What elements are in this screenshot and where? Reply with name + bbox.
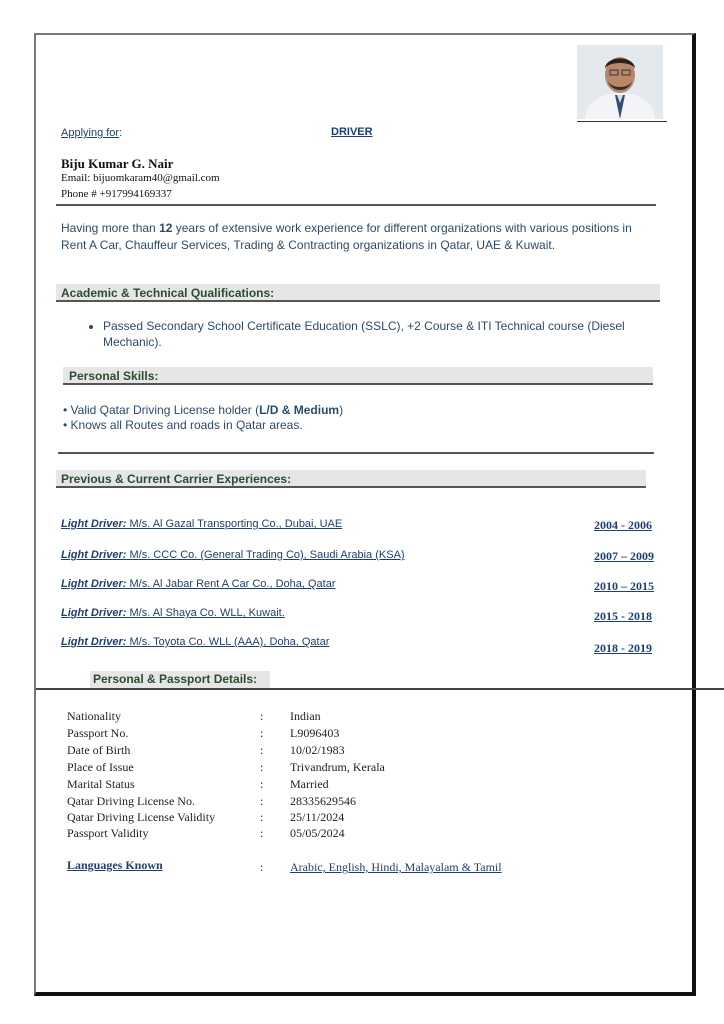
languages-label: Languages Known bbox=[67, 858, 163, 872]
email-line: Email: bijuomkaram40@gmail.com bbox=[61, 172, 220, 184]
experience-years: 2004 - 2006 bbox=[594, 518, 652, 532]
personal-heading: Personal & Passport Details: bbox=[90, 671, 270, 688]
skill-item: • Knows all Routes and roads in Qatar areas. bbox=[63, 418, 303, 432]
experience-entry bbox=[61, 607, 285, 619]
contact-divider bbox=[56, 204, 656, 206]
experience-entry bbox=[61, 578, 336, 590]
detail-label: Place of Issue bbox=[67, 760, 134, 774]
experience-years: 2015 - 2018 bbox=[594, 609, 652, 623]
detail-value: L9096403 bbox=[290, 726, 340, 740]
detail-colon: : bbox=[260, 777, 264, 791]
experience-entry bbox=[61, 636, 329, 648]
detail-label: Qatar Driving License Validity bbox=[67, 810, 216, 824]
role-label: Light Driver: bbox=[61, 549, 127, 561]
skill-item: • Valid Qatar Driving License holder (L/D & Medium) bbox=[63, 403, 344, 417]
detail-colon: : bbox=[260, 826, 264, 840]
detail-value: Married bbox=[290, 777, 329, 791]
profile-summary bbox=[61, 220, 651, 254]
detail-value: 10/02/1983 bbox=[290, 743, 345, 757]
applying-for bbox=[61, 127, 122, 139]
detail-label: Passport No. bbox=[67, 726, 129, 740]
company-name: M/s. Al Shaya Co. WLL, Kuwait. bbox=[129, 607, 285, 619]
detail-label: Nationality bbox=[67, 709, 121, 723]
detail-value: 28335629546 bbox=[290, 794, 356, 808]
role-label: Light Driver: bbox=[61, 578, 127, 590]
candidate-name: Biju Kumar G. Nair bbox=[61, 156, 174, 171]
role-label: Light Driver: bbox=[61, 607, 127, 619]
position-title: DRIVER bbox=[331, 126, 373, 138]
phone-line: Phone # +917994169337 bbox=[61, 188, 172, 200]
detail-colon: : bbox=[260, 743, 264, 757]
academic-heading: Academic & Technical Qualifications: bbox=[56, 284, 660, 302]
personal-divider bbox=[36, 688, 724, 690]
detail-colon: : bbox=[260, 726, 264, 740]
detail-colon: : bbox=[260, 760, 264, 774]
summary-rest: years of extensive work experience for different organizations with various positions in Rent A Car, Chauffeur Services, Trading & Contracting organizations in Qatar, UAE & Kuwait. bbox=[61, 221, 632, 252]
skills-divider bbox=[58, 452, 654, 454]
profile-photo bbox=[577, 45, 663, 119]
company-name: M/s. Toyota Co. WLL (AAA), Doha, Qatar bbox=[129, 636, 330, 648]
skills-heading: Personal Skills: bbox=[63, 367, 653, 385]
detail-label: Qatar Driving License No. bbox=[67, 794, 195, 808]
detail-label: Marital Status bbox=[67, 777, 135, 791]
languages-value: Arabic, English, Hindi, Malayalam & Tamil bbox=[290, 860, 502, 874]
experience-years: 2007 – 2009 bbox=[594, 549, 654, 563]
company-name: M/s. Al Jabar Rent A Car Co., Doha, Qatar bbox=[129, 578, 336, 590]
experience-entry bbox=[61, 549, 405, 561]
academic-item: • Passed Secondary School Certificate Education (SSLC), +2 Course & ITI Technical course (Diesel Mechanic). bbox=[103, 318, 663, 350]
detail-value: Trivandrum, Kerala bbox=[290, 760, 385, 774]
academic-list bbox=[85, 318, 663, 350]
detail-value: Indian bbox=[290, 709, 321, 723]
experience-heading: Previous & Current Carrier Experiences: bbox=[56, 470, 646, 488]
company-name: M/s. CCC Co. (General Trading Co), Saudi Arabia (KSA) bbox=[129, 549, 405, 561]
detail-label: Date of Birth bbox=[67, 743, 131, 757]
detail-colon: : bbox=[260, 810, 264, 824]
detail-colon: : bbox=[260, 709, 264, 723]
detail-label: Passport Validity bbox=[67, 826, 149, 840]
company-name: M/s. Al Gazal Transporting Co., Dubai, UAE bbox=[129, 518, 343, 530]
applying-colon: : bbox=[119, 127, 123, 139]
applying-label: Applying for bbox=[61, 127, 120, 139]
summary-years: 12 bbox=[159, 221, 173, 235]
summary-start: Having more than bbox=[61, 221, 160, 235]
experience-entry bbox=[61, 518, 342, 530]
languages-colon: : bbox=[260, 860, 264, 874]
person-photo-icon bbox=[577, 45, 663, 119]
experience-years: 2010 – 2015 bbox=[594, 579, 654, 593]
role-label: Light Driver: bbox=[61, 518, 127, 530]
detail-colon: : bbox=[260, 794, 264, 808]
experience-years: 2018 - 2019 bbox=[594, 641, 652, 655]
role-label: Light Driver: bbox=[61, 636, 127, 648]
skills-list bbox=[63, 403, 343, 433]
photo-underline bbox=[577, 121, 667, 122]
detail-value: 05/05/2024 bbox=[290, 826, 345, 840]
detail-value: 25/11/2024 bbox=[290, 810, 345, 824]
